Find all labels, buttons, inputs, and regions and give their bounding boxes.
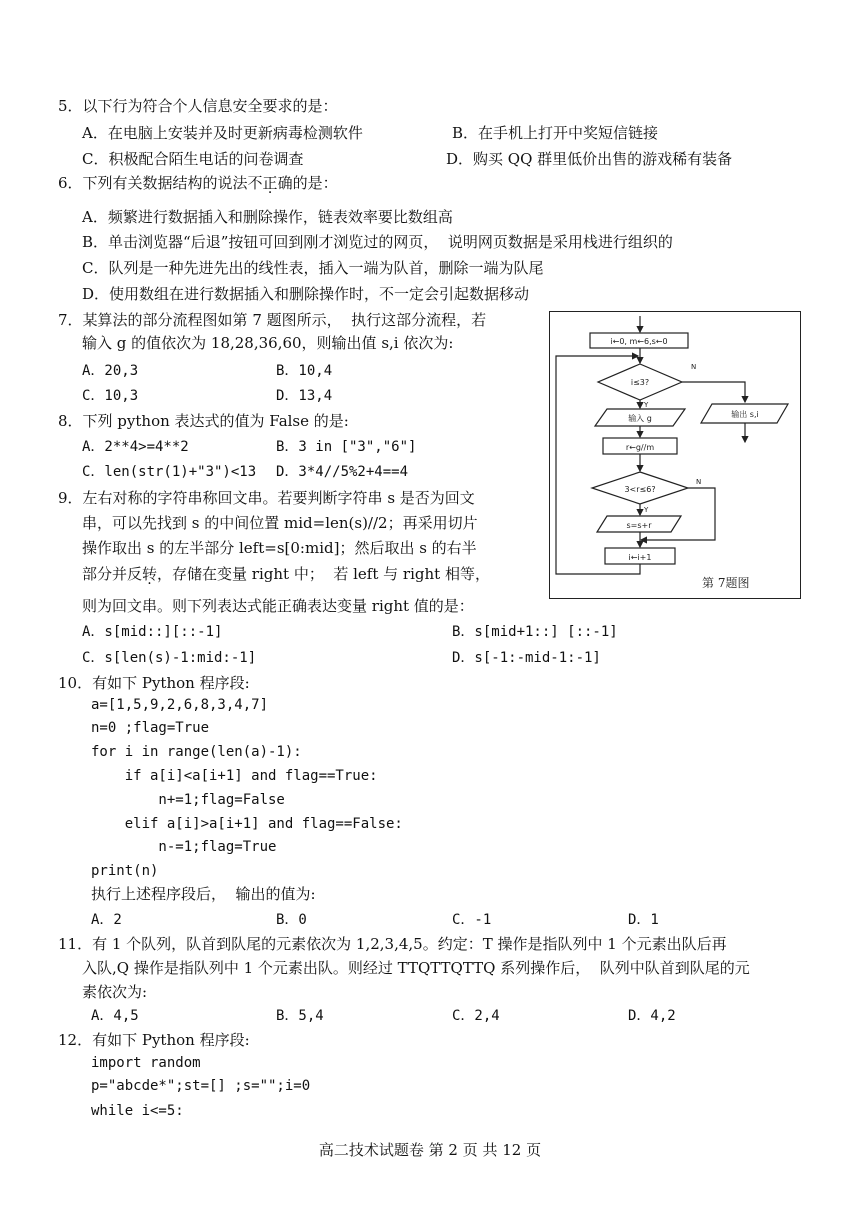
code-line: n=0 ;flag=True <box>91 720 210 736</box>
q7-option-d: D．13,4 <box>276 388 333 404</box>
q8-option-a: A．2**4>=4**2 <box>82 439 189 455</box>
no2-label: N <box>696 478 702 486</box>
code-line: a=[1,5,9,2,6,8,3,4,7] <box>91 697 269 713</box>
q6-stem: 6．下列有关数据结构的说法不正确的是： <box>58 174 338 192</box>
code-line: p="abcde*";st=[] ;s="";i=0 <box>91 1078 311 1094</box>
no1-label: N <box>691 363 697 371</box>
q10-option-a: A．2 <box>91 912 122 928</box>
sum-text: s=s+r <box>626 521 652 530</box>
q11-option-c: C．2,4 <box>452 1008 500 1024</box>
yes1-label: Y <box>644 401 649 409</box>
q9-line3: 操作取出 s 的左半部分 left=s[0:mid]；然后取出 s 的右半 <box>82 539 477 557</box>
output-text: 输出 s,i <box>731 410 759 419</box>
q11-option-b: B．5,4 <box>276 1008 324 1024</box>
code-line: while i<=5: <box>91 1103 184 1119</box>
q7-stem-line2: 输入 g 的值依次为 18,28,36,60，则输出值 s,i 依次为: <box>82 334 454 352</box>
q11-line1: 11．有 1 个队列，队首到队尾的元素依次为 1,2,3,4,5。约定：T 操作是指队列中 1 个元素出队后再 <box>58 935 727 953</box>
q6-option-d: D．使用数组在进行数据插入和删除操作时，不一定会引起数据移动 <box>82 285 530 303</box>
q5-option-c: C．积极配合陌生电话的问卷调查 <box>82 150 304 168</box>
q10-tail: 执行上述程序段后， 输出的值为: <box>91 885 316 903</box>
q11-line3: 素依次为: <box>82 983 148 1001</box>
q8-option-d: D．3*4//5%2+4==4 <box>276 464 409 480</box>
code-line: print(n) <box>91 863 159 879</box>
flowchart-figure <box>549 311 801 599</box>
yes2-label: Y <box>644 506 649 514</box>
code-line: if a[i]<a[i+1] and flag==True: <box>91 768 378 784</box>
q10-option-c: C．-1 <box>452 912 492 928</box>
code-line: elif a[i]>a[i+1] and flag==False: <box>91 816 403 832</box>
q5-stem: 5．以下行为符合个人信息安全要求的是： <box>58 97 338 115</box>
q6-option-c: C．队列是一种先进先出的线性表，插入一端为队首，删除一端为队尾 <box>82 259 544 277</box>
q9-line5: 则为回文串。则下列表达式能正确表达变量 right 值的是： <box>82 597 474 615</box>
q9-line2: 串，可以先找到 s 的中间位置 mid=len(s)//2；再采用切片 <box>82 514 478 532</box>
q7-option-c: C．10,3 <box>82 388 139 404</box>
q9-line1: 9．左右对称的字符串称回文串。若要判断字符串 s 是否为回文 <box>58 489 475 507</box>
cond1-text: i≤3? <box>630 378 650 387</box>
assign-text: r←g//m <box>625 443 655 452</box>
q9-option-c: C．s[len(s)-1:mid:-1] <box>82 650 257 666</box>
q8-stem: 8．下列 python 表达式的值为 False 的是: <box>58 412 349 430</box>
code-line: import random <box>91 1055 201 1071</box>
code-line: n+=1;flag=False <box>91 792 285 808</box>
inc-text: i←i+1 <box>628 553 652 562</box>
q5-option-a: A．在电脑上安装并及时更新病毒检测软件 <box>82 124 363 142</box>
q10-option-b: B．0 <box>276 912 307 928</box>
q9-option-a: A．s[mid::][::-1] <box>82 624 223 640</box>
q6-option-a: A．频繁进行数据插入和删除操作，链表效率要比数组高 <box>82 208 453 226</box>
q10-stem: 10．有如下 Python 程序段: <box>58 674 250 692</box>
q11-line2: 入队,Q 操作是指队列中 1 个元素出队。则经过 TTQTTQTTQ 系列操作后， 队列中队首到队尾的元 <box>82 959 750 977</box>
q6-option-b: B．单击浏览器“后退”按钮可回到刚才浏览过的网页， 说明网页数据是采用栈进行组织的 <box>82 233 673 251</box>
cond2-text: 3<r≤6? <box>624 485 656 494</box>
q7-option-b: B．10,4 <box>276 363 333 379</box>
q11-option-a: A．4,5 <box>91 1008 139 1024</box>
code-line: for i in range(len(a)-1): <box>91 744 302 760</box>
figure-caption: 第 7题图 <box>702 576 750 590</box>
q9-option-d: D．s[-1:-mid-1:-1] <box>452 650 601 666</box>
emphasis-dot-char: 正 <box>262 174 278 192</box>
q9-option-b: B．s[mid+1::] [::-1] <box>452 624 618 640</box>
q7-option-a: A．20,3 <box>82 363 139 379</box>
init-text: i←0, m←6,s←0 <box>610 337 668 346</box>
q11-option-d: D．4,2 <box>628 1008 676 1024</box>
emphasis-dot-char: 转 <box>142 565 158 583</box>
q10-option-d: D．1 <box>628 912 659 928</box>
q12-stem: 12．有如下 Python 程序段: <box>58 1031 250 1049</box>
q8-option-c: C．len(str(1)+"3")<13 <box>82 464 257 480</box>
q5-option-d: D．购买 QQ 群里低价出售的游戏稀有装备 <box>446 150 733 168</box>
q8-option-b: B．3 in ["3","6"] <box>276 439 417 455</box>
page-footer: 高二技术试题卷 第 2 页 共 12 页 <box>318 1141 542 1159</box>
code-line: n-=1;flag=True <box>91 839 277 855</box>
input-text: 输入 g <box>628 414 652 423</box>
q9-line4: 部分并反转，存储在变量 right 中； 若 left 与 right 相等， <box>82 565 490 583</box>
q7-stem-line1: 7．某算法的部分流程图如第 7 题图所示， 执行这部分流程，若 <box>58 311 487 329</box>
q5-option-b: B．在手机上打开中奖短信链接 <box>452 124 659 142</box>
